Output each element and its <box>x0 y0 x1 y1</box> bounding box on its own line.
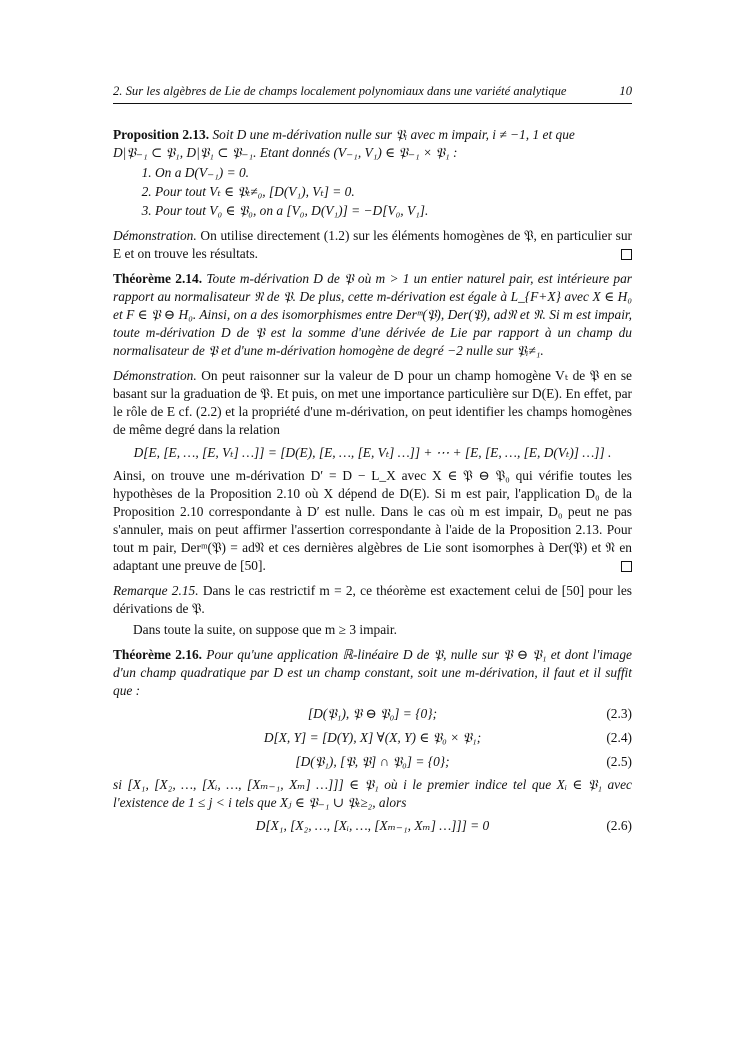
list-item: 1. On a D(V₋₁) = 0. <box>155 163 632 182</box>
equation-number: (2.4) <box>606 730 632 745</box>
equation-expression: [D(𝔓₁), [𝔓, 𝔓] ∩ 𝔓₀] = {0}; <box>295 754 450 769</box>
demonstration-label: Démonstration. <box>113 368 197 383</box>
theorem-label: Théorème 2.16. <box>113 647 203 662</box>
remark-2-15 <box>113 582 632 639</box>
remark-label: Remarque 2.15. <box>113 583 199 598</box>
header-title: 2. Sur les algèbres de Lie de champs localement polynomiaux dans une variété analytique <box>113 84 567 98</box>
theorem-label: Théorème 2.14. <box>113 271 203 286</box>
qed-square-icon <box>621 249 632 260</box>
proposition-label: Proposition 2.13. <box>113 127 210 142</box>
display-equation <box>113 443 632 463</box>
demonstration-2 <box>113 367 632 575</box>
theorem-text-2: si [X₁, [X₂, …, [Xᵢ, …, [Xₘ₋₁, Xₘ] …]]] ∈ 𝔓₁ où i le premier indice tel que Xᵢ ∈ 𝔓₁ avec l'existence de 1 ≤ j < i tels que Xⱼ ∈ 𝔓₋₁ ∪ 𝔓ₜ≥₂, alors <box>113 777 632 810</box>
display-equation <box>113 704 632 724</box>
proposition-2-13 <box>113 126 632 220</box>
remark-text: Dans le cas restrictif m = 2, ce théorème est exactement celui de [50] pour les dérivations de 𝔓. <box>113 583 632 616</box>
proposition-text-2: D|𝔓₋₁ ⊂ 𝔓₁, D|𝔓₁ ⊂ 𝔓₋₁. Etant donnés (V₋₁, V₁) ∈ 𝔓₋₁ × 𝔓₁ : <box>113 145 458 160</box>
equation-number: (2.3) <box>606 706 632 721</box>
equation-expression: D[X, Y] = [D(Y), X] ∀(X, Y) ∈ 𝔓₀ × 𝔓₁; <box>263 730 482 745</box>
display-equation <box>113 816 632 836</box>
demonstration-text: On peut raisonner sur la valeur de D pour un champ homogène Vₜ de 𝔓 en se basant sur la graduation de 𝔓. Et puis, on met une importance particulière sur D(E). En effet, par le rôle de E cf. (2.2) et la propriété d'une m-dérivation, on peut identifier les champs homogènes de même degré dans la relation <box>113 368 632 437</box>
demonstration-text-2: Ainsi, on trouve une m-dérivation D′ = D − L_X avec X ∈ 𝔓 ⊖ 𝔓₀ qui vérifie toutes les hypothèses de la Proposition 2.10 où X dépend de D(E). Si m est pair, l'application D₀ de la Proposition 2.10 correspondante à D′ est nulle. Dans le cas où m est impair, D₀ peut ne pas s'annuler, mais on peut affirmer l'assertion correspondante à l'aide de la Proposition 2.13. Pour tout m pair, Derᵐ(𝔓) = ad𝔑 et ces dernières algèbres de Lie sont isomorphes à Der(𝔓) et 𝔑 en adaptant une preuve de [50]. <box>113 468 632 573</box>
proposition-text-1: Soit D une m-dérivation nulle sur 𝔓ᵢ avec m impair, i ≠ −1, 1 et que <box>212 127 575 142</box>
proposition-items <box>113 163 632 220</box>
equation-number: (2.6) <box>606 818 632 833</box>
running-header <box>113 82 632 104</box>
theorem-text: Toute m-dérivation D de 𝔓 où m > 1 un entier naturel pair, est intérieure par rapport au normalisateur 𝔑 de 𝔓. De plus, cette m-dérivation est égale à L_{F+X} avec X ∈ H₀ et F ∈ 𝔓 ⊖ H₀. Ainsi, on a des isomorphismes entre Derᵐ(𝔓), Der(𝔓), ad𝔑 et 𝔑. Si m est impair, toute m-dérivation D de 𝔓 est la somme d'une dérivée de Lie par rapport à un champ du normalisateur de 𝔓 et d'une m-dérivation homogène de degré −2 nulle sur 𝔓ᵢ≠₁. <box>113 271 632 358</box>
theorem-2-14 <box>113 270 632 360</box>
qed-square-icon <box>621 561 632 572</box>
display-equation <box>113 752 632 772</box>
theorem-text: Pour qu'une application ℝ-linéaire D de 𝔓, nulle sur 𝔓 ⊖ 𝔓₁ et dont l'image d'un champ quadratique par D est un champ constant, soit une m-dérivation, il faut et il suffit que : <box>113 647 632 698</box>
demonstration-1 <box>113 227 632 263</box>
paragraph-text: Dans toute la suite, on suppose que m ≥ 3 impair. <box>133 622 397 637</box>
page-number: 10 <box>619 84 632 98</box>
demonstration-text: On utilise directement (1.2) sur les éléments homogènes de 𝔓, en particulier sur E et on trouve les résultats. <box>113 228 632 261</box>
equation-expression: D[X₁, [X₂, …, [Xᵢ, …, [Xₘ₋₁, Xₘ] …]]] = 0 <box>255 818 490 833</box>
theorem-2-16 <box>113 646 632 836</box>
demonstration-label: Démonstration. <box>113 228 197 243</box>
display-equation <box>113 728 632 748</box>
equation-expression: [D(𝔓₁), 𝔓 ⊖ 𝔓₀] = {0}; <box>307 706 438 721</box>
page-content <box>113 126 632 843</box>
list-item: 3. Pour tout V₀ ∈ 𝔓₀, on a [V₀, D(V₁)] = −D[V₀, V₁]. <box>155 201 632 220</box>
equation-number: (2.5) <box>606 754 632 769</box>
list-item: 2. Pour tout Vₜ ∈ 𝔓ₜ≠₀, [D(V₁), Vₜ] = 0. <box>155 182 632 201</box>
equation-expression: D[E, [E, …, [E, Vₜ] …]] = [D(E), [E, …, [E, Vₜ] …]] + ⋯ + [E, [E, …, [E, D(Vₜ)] …]] . <box>133 445 612 460</box>
